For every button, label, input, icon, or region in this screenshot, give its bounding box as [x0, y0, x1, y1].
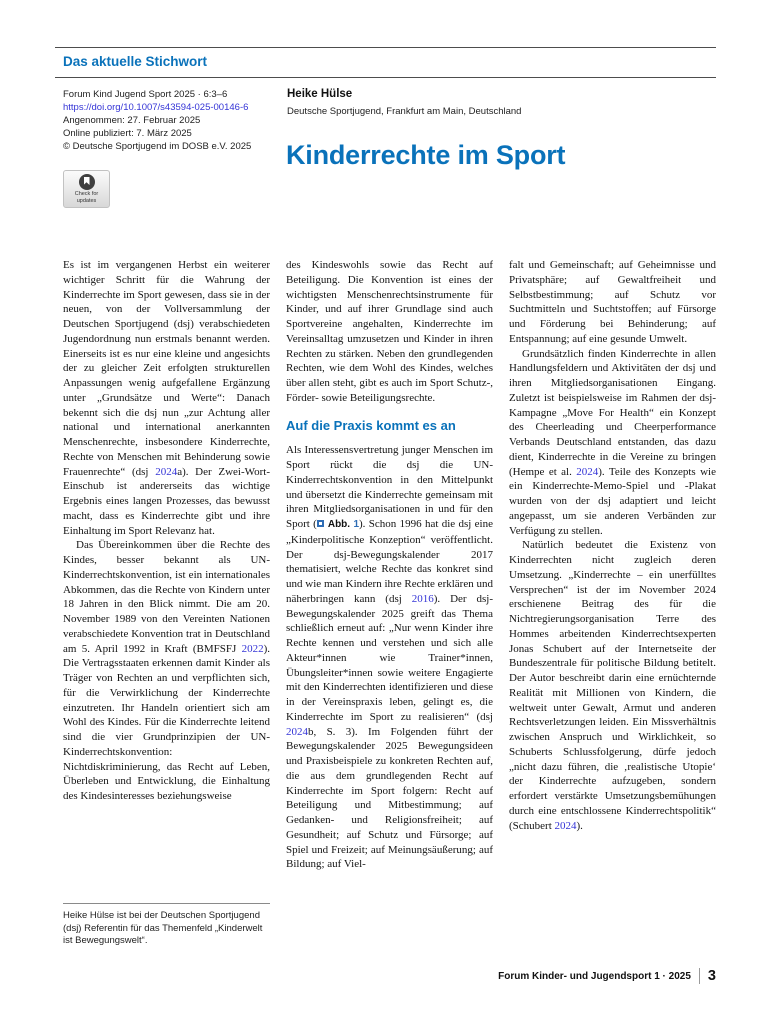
- text-column-3: [509, 258, 716, 948]
- section-label: Das aktuelle Stichwort: [63, 54, 208, 69]
- citation-link[interactable]: 2024: [576, 465, 599, 478]
- section-band: [55, 47, 716, 78]
- text-run: ). Die Vertragsstaaten erkennen damit Kinder als Träger von Rechten an und verpflichten sich, für die Verwirklichung der Kinderrechte einzutreten. Ihr Handeln orientiert sich am Wohl des Kindes. Für die Kinderrechte leitend sind die vier Grundprinzipien der UN-Kinderrechtskonvention: Nichtdiskriminierung, das Recht auf Leben, Überleben und Entwicklung, die Einhaltung des Kindesinteresses beziehungsweise: [63, 642, 270, 802]
- author-affiliation: Deutsche Sportjugend, Frankfurt am Main, Deutschland: [287, 106, 522, 117]
- paragraph: [286, 258, 493, 406]
- text-column-1: [63, 258, 270, 894]
- paragraph: [286, 443, 493, 872]
- citation-link[interactable]: 2024: [554, 819, 577, 832]
- author-block: [287, 88, 707, 117]
- paragraph: [63, 538, 270, 804]
- text-run: ). Schon 1996 hat die dsj eine „Kinderpolitische Konzeption“ veröffentlicht. Der dsj-Bewegungskalender 2017 thematisiert, welche Rechte das konkret sind und wie man Kindern ihre Rechte erklären und näherbringen kann (dsj: [286, 518, 493, 605]
- check-updates-label-1: Check for: [74, 191, 99, 197]
- citation-link[interactable]: 2022: [241, 642, 264, 655]
- citation-link[interactable]: 2024: [286, 725, 308, 738]
- text-run: Als Interessensvertretung junger Menschen im Sport rückt die dsj die UN-Kinderrechtskonvention in den Mittelpunkt und übersetzt die Kinderrechte gemeinsam mit ihren Mitgliedsorganisationen in und für den Sport (: [286, 444, 493, 530]
- author-name: Heike Hülse: [287, 88, 353, 100]
- figure-ref-icon: [317, 520, 324, 527]
- figure-ref-label: Abb.: [324, 519, 354, 530]
- footer-divider: [699, 968, 700, 984]
- text-run: a). Der Zwei-Wort-Einschub ist andererseits das wichtige Ergebnis eines langen Prozesses, das bewusst macht, dass es Kinderrechte gibt und ihre Einhaltung im Sport Relevanz hat.: [63, 465, 270, 537]
- citation-link[interactable]: 2024: [155, 465, 178, 478]
- article-title: Kinderrechte im Sport: [286, 140, 566, 170]
- paragraph: [63, 258, 270, 538]
- text-run: des Kindeswohls sowie das Recht auf Beteiligung. Die Konvention ist eines der wichtigsten Menschenrechtsinstrumente für Kinder, und auf ihrer Grundlage sind auch Sportvereine angehalten, Kinderrechte im Vereinsalltag umzusetzen und Kinder in ihren Rechten zu stärken. Neben den grundlegenden Rechten, wie dem Wohl des Kindes, welches über allen steht, gibt es auch im Sport Schutz-, Förder- sowie Beteiligungsrechte.: [286, 259, 493, 404]
- text-run: Natürlich bedeutet die Existenz von Kinderrechten nicht zugleich deren Umsetzung. „Kinderrechte – ein unerfülltes Versprechen“ ist der im November 2024 erschienene Beitrag des für die Nichtregierungsorganisation Terre des Hommes arbeitenden Kinderrechtsexperten Jonas Schubert auf der Internetseite der Bundeszentrale für politische Bildung betitelt. Der Autor beschreibt darin eine ernüchternde Realität mit Millionen von Kindern, die weltweit unter Gewalt, Armut und anderen Rechtsverletzungen leiden. Ein Missverhältnis zwischen Anspruch und Wirklichkeit, so Schuberts Schlussfolgerung, dürfe jedoch „nicht dazu führen, die ‚realistische Utopie‘ der Kinderrechte aufzugeben, sondern erfordert verstärkte Umsetzungsbemühungen durch eine entschlossene Kinderrechtspolitik“ (Schubert: [509, 539, 716, 832]
- text-column-2: [286, 258, 493, 948]
- text-run: Das Übereinkommen über die Rechte des Kindes, besser bekannt als UN-Kinderrechtskonvention, ist ein internationales Abkommen, das die Rechte von Kindern unter 18 Jahren in den Blick nimmt. Die am 20. November 1989 von den Vereinten Nationen verabschiedete Konvention trat in Deutschland am 5. April 1992 in Kraft (BMFSFJ: [63, 539, 270, 655]
- paragraph: [509, 258, 716, 347]
- text-run: ). Der dsj-Bewegungskalender 2025 greift das Thema schließlich erneut auf: „Nur wenn Kinder ihre Rechte kennen und verstehen und sich alle Akteur*innen wie Trainer*innen, Übungsleiter*innen sowie weitere Engagierte mit den Kinderrechten identifizieren und diese in der Vereinspraxis leben, gelingt es, die Kinderrechte im Sport zu realisieren“ (dsj: [286, 592, 493, 723]
- check-for-updates-badge[interactable]: [63, 170, 110, 208]
- article-meta: [63, 88, 278, 153]
- doi-link[interactable]: https://doi.org/10.1007/s43594-025-00146-6: [63, 102, 249, 113]
- text-run: Grundsätzlich finden Kinderrechte in allen Handlungsfeldern und Aktivitäten der dsj und ihren Mitgliedsorganisationen Eingang. Zuletzt ist beispielsweise im Rahmen der dsj-Kampagne „Move For Health“ ein Konzept des Cheerleading und Cheerperformance Verbands Deutschland entstanden, das dazu dient, Kinderrechte in die Vereine zu bringen (Hempe et al.: [509, 347, 716, 478]
- citation-link[interactable]: 2016: [411, 592, 434, 605]
- crossmark-icon: [79, 174, 95, 190]
- journal-citation: Forum Kind Jugend Sport 2025 · 6:3–6: [63, 89, 228, 100]
- copyright-line: © Deutsche Sportjugend im DOSB e.V. 2025: [63, 141, 252, 152]
- page-number: 3: [707, 968, 716, 984]
- paragraph: [509, 347, 716, 539]
- accepted-date: Angenommen: 27. Februar 2025: [63, 115, 201, 126]
- text-run: ). Teile des Konzepts wie ein Kinderrechte-Memo-Spiel und -Plakat wurden von der dsj adaptiert und leicht angepasst, um sie anderen Verbänden zur Verfügung zu stellen.: [509, 465, 716, 537]
- text-run: Es ist im vergangenen Herbst ein weiterer wichtiger Schritt für die Wahrung der Kinderrechte im Sport gewesen, dass sie in der neuen, von der Vollversammlung der Deutschen Sportjugend (dsj) verabschiedeten Jugendordnung nun erstmals benannt werden. Einerseits ist es nur eine kleine und angesichts der zu gleicher Zeit erfolgten strukturellen Anpassungen wenig aufgefallene Ergänzung unter „Grundsätze und Werte“: Danach bekennt sich die dsj nun „zur Achtung aller national und international anerkannten Menschenrechte, insbesondere Kinderrechte, Rechte von Menschen mit Behinderung sowie Frauenrechte“ (dsj: [63, 259, 270, 478]
- check-updates-label-2: updates: [76, 197, 97, 204]
- author-footnote: Heike Hülse ist bei der Deutschen Sportjugend (dsj) Referentin für das Themenfeld „Kinderwelt ist Bewegungswelt“.: [63, 903, 270, 948]
- text-run: b, S. 3). Im Folgenden führt der Bewegungskalender 2025 Bewegungsideen und Praxisbeispiele zu konkreten Rechten auf, die aus dem grundlegenden Recht auf Kinderrechte im Sport folgern: Recht auf Beteiligung und Mitbestimmung; auf Gedanken- und Religionsfreiheit; auf Gesundheit; auf Schutz und Fürsorge; auf Spiel und Freizeit; auf Meinungsäußerung; auf Bildung; auf Viel-: [286, 725, 493, 871]
- page-footer: [498, 968, 716, 984]
- footer-journal-name: Forum Kinder- und Jugendsport 1 · 2025: [498, 970, 691, 982]
- text-run: ).: [576, 819, 583, 832]
- published-date: Online publiziert: 7. März 2025: [63, 128, 192, 139]
- text-run: falt und Gemeinschaft; auf Geheimnisse und Privatsphäre; auf Gewaltfreiheit und Selbstbestimmung; auf Schutz vor Suchtmitteln und Suchtstoffen; auf Fürsorge und Förderung bei Behinderung; auf Entspannung; auf eine gesunde Umwelt.: [509, 259, 716, 345]
- paragraph: [509, 538, 716, 833]
- section-heading: Auf die Praxis kommt es an: [286, 417, 456, 433]
- figure-ref-number[interactable]: 1: [353, 519, 359, 530]
